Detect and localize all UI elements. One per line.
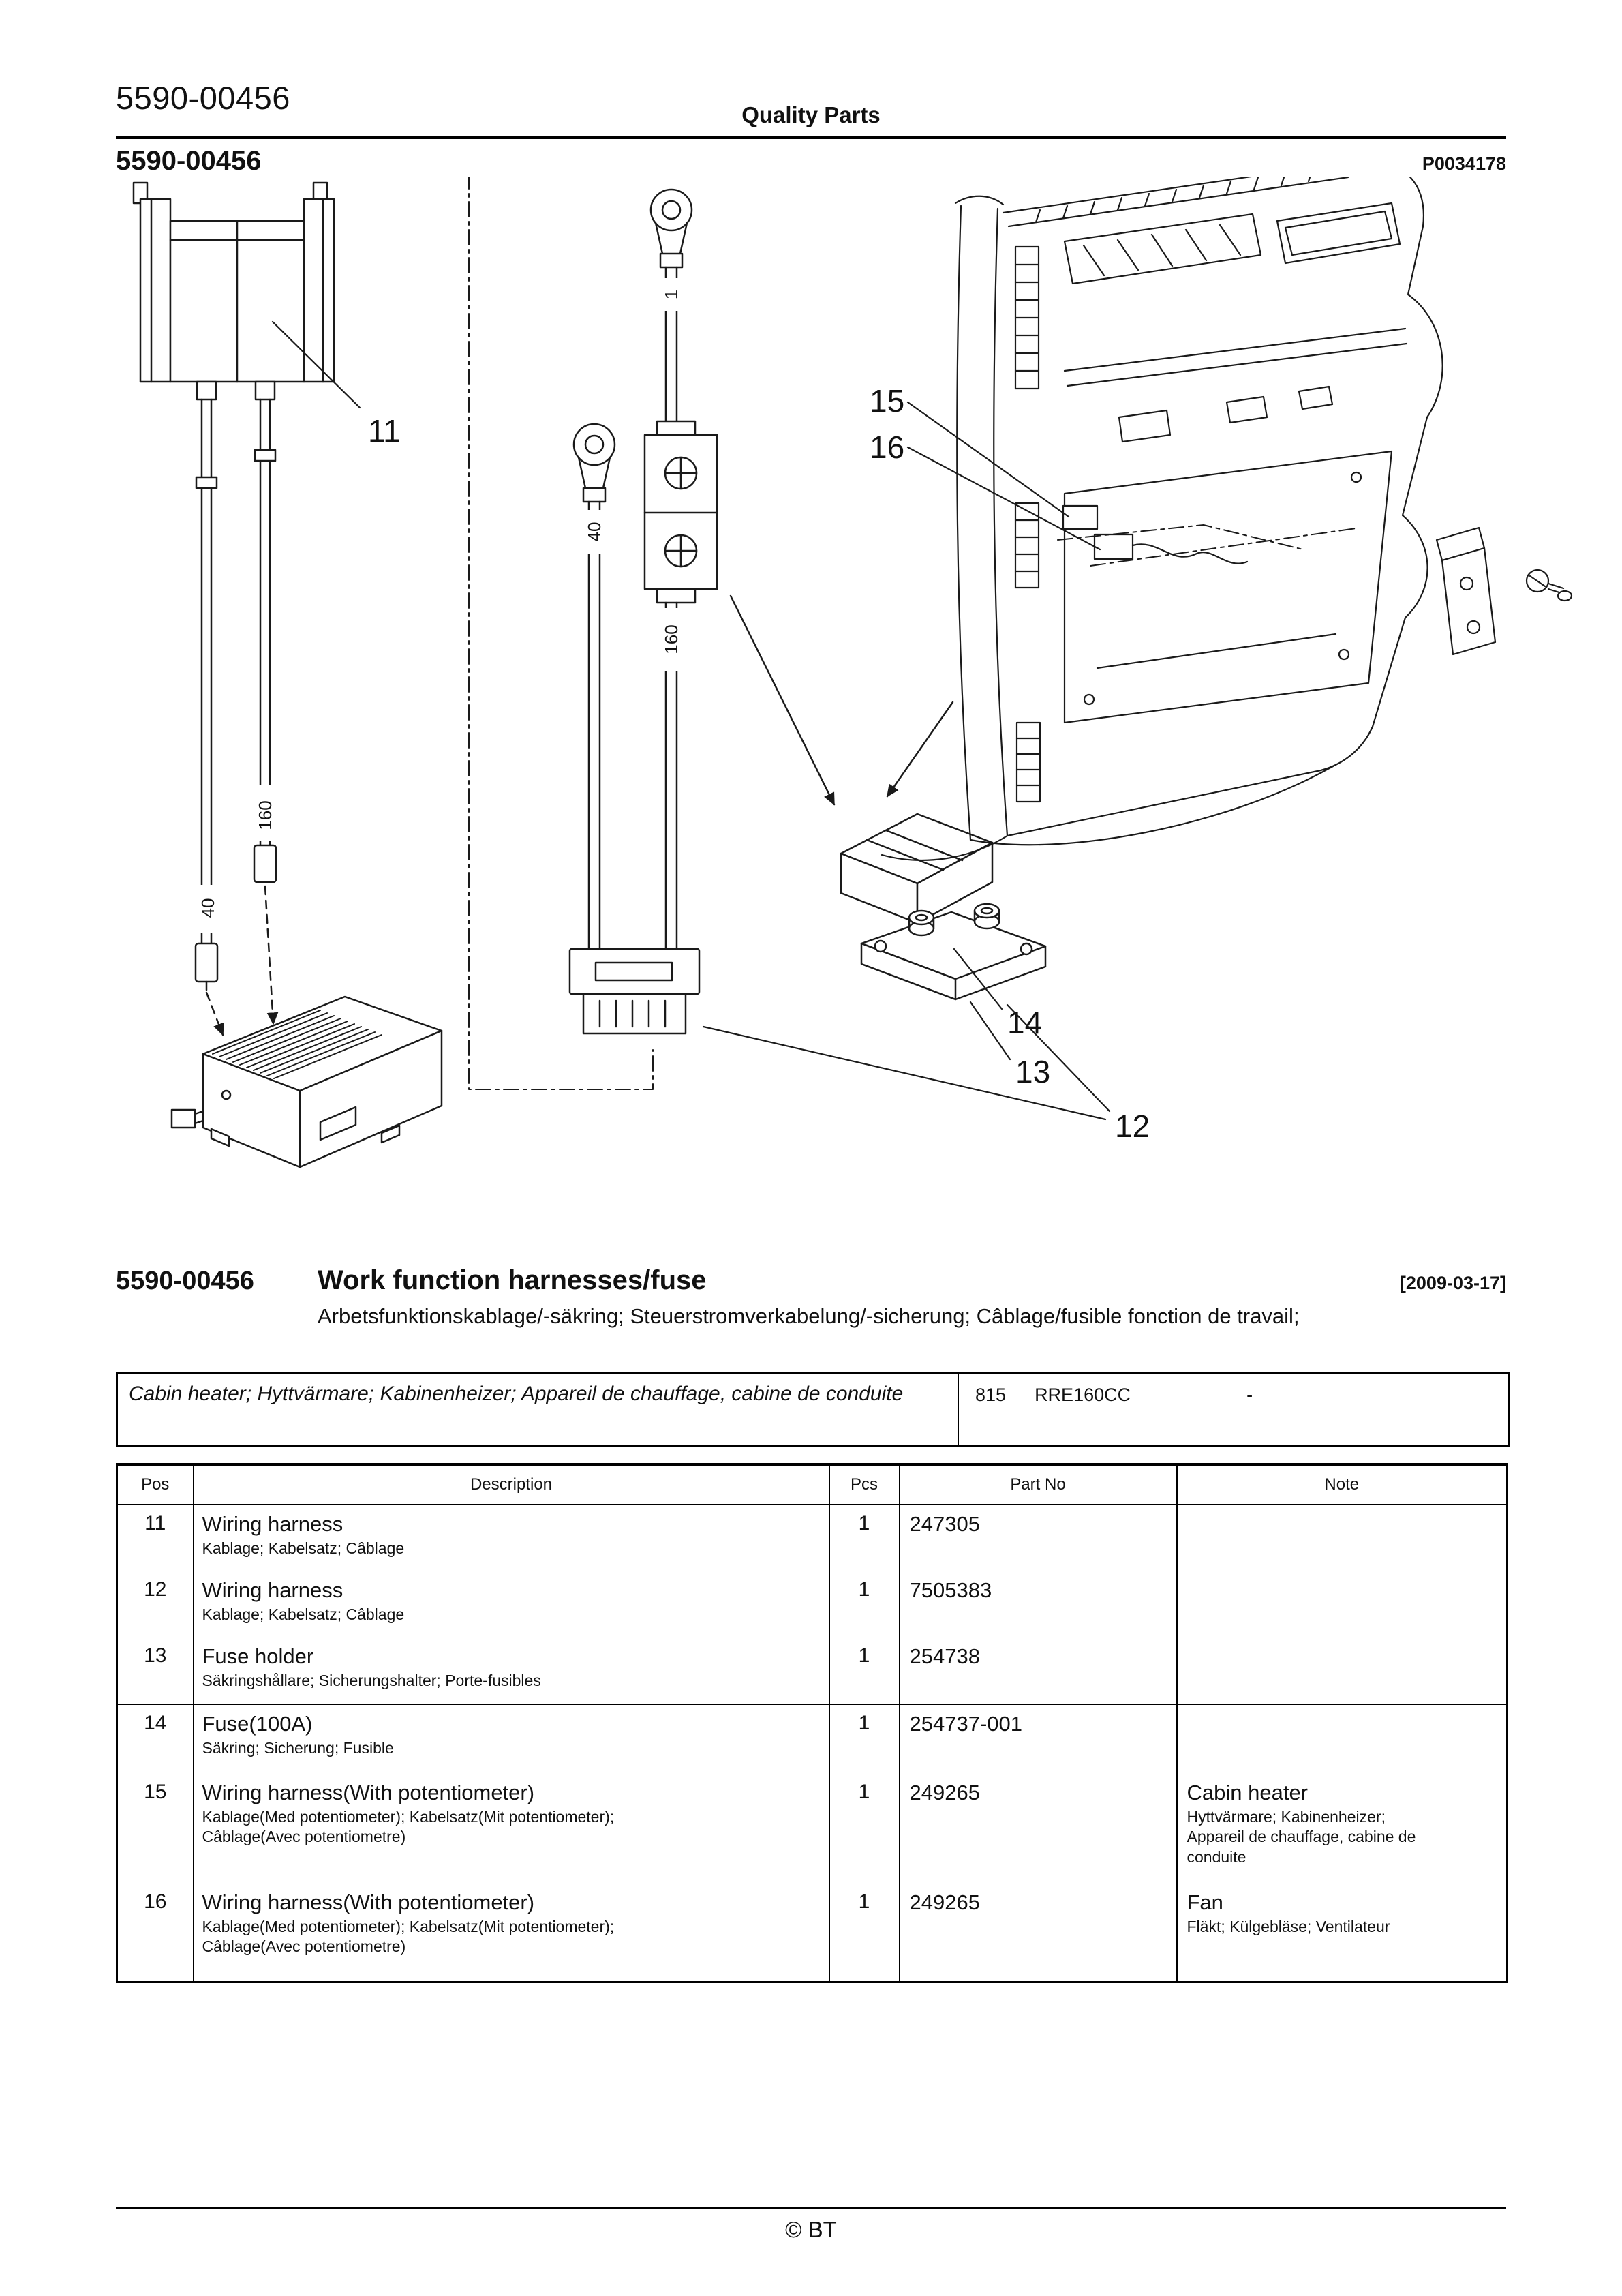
description-translations: Kablage(Med potentiometer); Kabelsatz(Mit potentiometer); Câblage(Avec potentiometre): [202, 1808, 615, 1846]
variant-name: Cabin heater; Hyttvärmare; Kabinenheizer; Appareil de chauffage, cabine de conduite: [118, 1374, 959, 1445]
pos-cell: 13: [117, 1637, 194, 1704]
description-main: Fuse(100A): [202, 1712, 313, 1736]
table-row: [117, 1505, 1508, 1571]
callout-16: 16: [870, 429, 905, 465]
table-row: [117, 1637, 1508, 1704]
pos-cell: 12: [117, 1571, 194, 1637]
description-translations: Kablage; Kabelsatz; Câblage: [202, 1605, 405, 1623]
wiring-harness-11-drawing: [134, 183, 334, 1035]
pos-cell: 14: [117, 1704, 194, 1774]
footer-copyright: © BT: [785, 2217, 837, 2242]
variant-box: [116, 1372, 1510, 1447]
pos-cell: 16: [117, 1884, 194, 1982]
description-main: Fuse holder: [202, 1644, 314, 1668]
note-cell: [1177, 1637, 1508, 1704]
description-main: Wiring harness(With potentiometer): [202, 1781, 535, 1804]
callout-15: 15: [870, 383, 905, 419]
fuse-holder-drawing: [841, 814, 1045, 999]
table-row: [117, 1704, 1508, 1774]
note-translations: Hyttvärmare; Kabinenheizer; Appareil de chauffage, cabine de conduite: [1187, 1808, 1416, 1866]
col-header-pos: Pos: [117, 1464, 194, 1505]
assembly-arrows: [731, 596, 953, 804]
section-title: Work function harnesses/fuse: [318, 1265, 707, 1295]
description-cell: [194, 1571, 829, 1637]
figure-photo-ref: P0034178: [1422, 153, 1506, 174]
description-cell: [194, 1774, 829, 1884]
col-header-note: Note: [1177, 1464, 1508, 1505]
variant-model: RRE160CC: [1035, 1385, 1131, 1405]
variant-note: -: [1246, 1385, 1253, 1405]
callout-11: 11: [368, 413, 401, 449]
section-doc-number: 5590-00456: [116, 1267, 254, 1295]
description-cell: [194, 1505, 829, 1571]
header-brand-title: Quality Parts: [741, 102, 881, 127]
cable-length-label-40-mid: 40: [584, 522, 605, 542]
table-row: [117, 1571, 1508, 1637]
variant-meta: [959, 1374, 1508, 1445]
description-main: Wiring harness: [202, 1578, 343, 1602]
description-translations: Kablage; Kabelsatz; Câblage: [202, 1539, 405, 1557]
truck-chassis-drawing: [882, 177, 1572, 860]
pos-cell: 15: [117, 1774, 194, 1884]
header-doc-number: 5590-00456: [116, 80, 290, 116]
variant-code: 815: [975, 1385, 1007, 1405]
note-cell: [1177, 1884, 1508, 1982]
parts-table: [116, 1463, 1508, 1983]
note-translations: Fläkt; Külgebläse; Ventilateur: [1187, 1918, 1390, 1935]
callout-14: 14: [1007, 1005, 1043, 1040]
table-row: [117, 1884, 1508, 1982]
wiring-harness-12-drawing: [570, 190, 717, 1033]
col-header-pcs: Pcs: [829, 1464, 900, 1505]
pos-cell: 11: [117, 1505, 194, 1571]
col-header-description: Description: [194, 1464, 829, 1505]
section-date: [2009-03-17]: [1399, 1273, 1506, 1293]
table-row: [117, 1774, 1508, 1884]
table-header-row: [117, 1464, 1508, 1505]
description-cell: [194, 1884, 829, 1982]
part-no-cell: 7505383: [900, 1571, 1177, 1637]
pcs-cell: 1: [829, 1704, 900, 1774]
part-no-cell: 247305: [900, 1505, 1177, 1571]
exploded-view-diagram: [82, 177, 1574, 1261]
figure-header: [116, 146, 1506, 177]
figure-doc-number: 5590-00456: [116, 146, 262, 176]
pcs-cell: 1: [829, 1884, 900, 1982]
note-cell: [1177, 1774, 1508, 1884]
description-translations: Säkring; Sicherung; Fusible: [202, 1739, 394, 1757]
cable-length-label-160: 160: [255, 800, 275, 830]
cable-length-label-1: 1: [661, 289, 682, 300]
cable-length-label-160-mid: 160: [661, 624, 682, 654]
note-cell: [1177, 1704, 1508, 1774]
header-rule: [116, 136, 1506, 139]
col-header-part-no: Part No: [900, 1464, 1177, 1505]
pcs-cell: 1: [829, 1637, 900, 1704]
footer-rule: [116, 2207, 1506, 2209]
description-cell: [194, 1704, 829, 1774]
pcs-cell: 1: [829, 1505, 900, 1571]
description-main: Wiring harness(With potentiometer): [202, 1890, 535, 1914]
part-no-cell: 254738: [900, 1637, 1177, 1704]
note-main: Fan: [1187, 1890, 1223, 1914]
section-subtitle: Arbetsfunktionskablage/-säkring; Steuerstromverkabelung/-sicherung; Câblage/fusible fonction de travail;: [318, 1304, 1300, 1328]
description-cell: [194, 1637, 829, 1704]
pcs-cell: 1: [829, 1774, 900, 1884]
heater-unit-drawing: [172, 997, 442, 1167]
note-cell: [1177, 1505, 1508, 1571]
note-cell: [1177, 1571, 1508, 1637]
description-translations: Kablage(Med potentiometer); Kabelsatz(Mit potentiometer); Câblage(Avec potentiometre): [202, 1918, 615, 1956]
part-no-cell: 249265: [900, 1884, 1177, 1982]
section-heading: [116, 1265, 1506, 1331]
part-no-cell: 254737-001: [900, 1704, 1177, 1774]
description-translations: Säkringshållare; Sicherungshalter; Porte-fusibles: [202, 1672, 541, 1689]
callout-12: 12: [1115, 1108, 1150, 1144]
callout-13: 13: [1015, 1054, 1051, 1089]
part-no-cell: 249265: [900, 1774, 1177, 1884]
cable-length-label-40: 40: [198, 898, 218, 918]
pcs-cell: 1: [829, 1571, 900, 1637]
note-main: Cabin heater: [1187, 1781, 1309, 1804]
description-main: Wiring harness: [202, 1512, 343, 1536]
